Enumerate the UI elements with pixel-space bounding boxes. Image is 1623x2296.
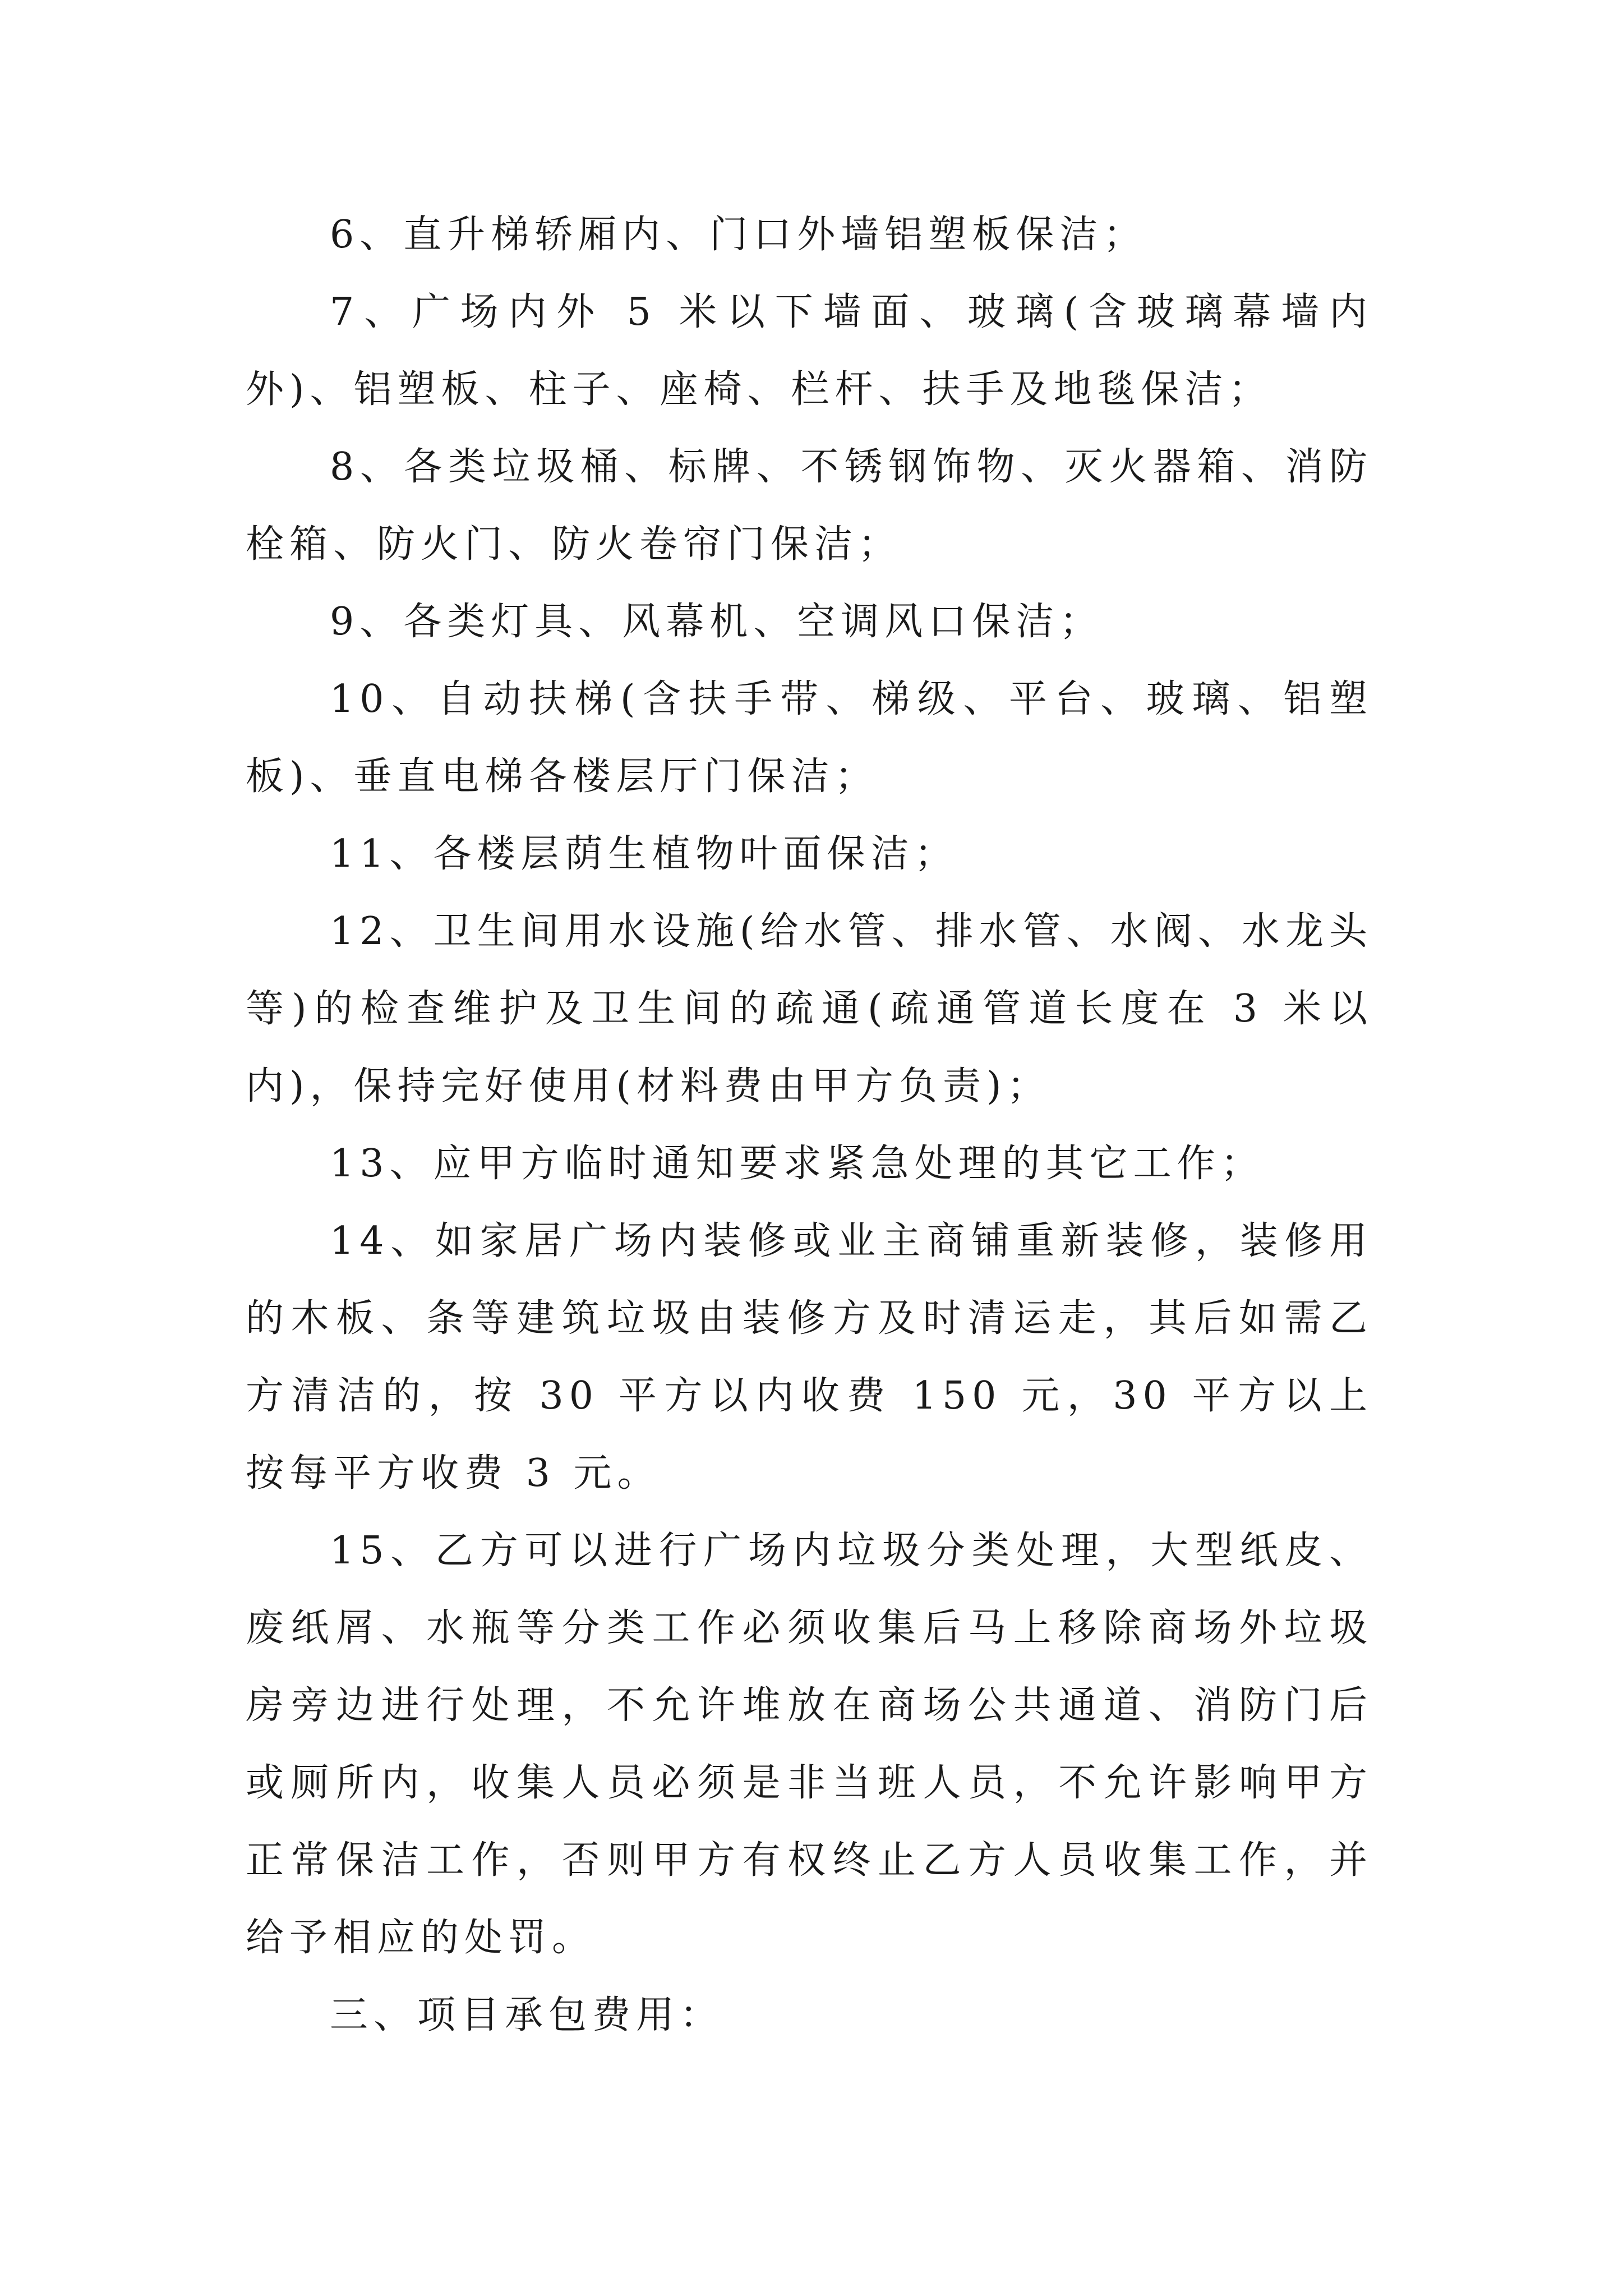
paragraph-item-14: 14、如家居广场内装修或业主商铺重新装修，装修用的木板、条等建筑垃圾由装修方及时清运走，其后如需乙方清洁的，按 30 平方以内收费 150 元，30 平方以上按每平方收费 3 元。: [246, 1219, 1373, 1496]
paragraph-item-9: 9、各类灯具、风幕机、空调风口保洁；: [330, 600, 1104, 644]
paragraph-item-11: 11、各楼层荫生植物叶面保洁；: [330, 832, 958, 876]
paragraph-item-13: 13、应甲方临时通知要求紧急处理的其它工作；: [330, 1142, 1265, 1186]
document-body: [246, 196, 1373, 2054]
paragraph-item-7: 7、广场内外 5 米以下墙面、玻璃(含玻璃幕墙内外)、铝塑板、柱子、座椅、栏杆、扶手及地毯保洁；: [246, 290, 1373, 412]
section-heading: 三、项目承包费用：: [330, 1993, 724, 2037]
paragraph-item-12: 12、卫生间用水设施(给水管、排水管、水阀、水龙头等)的检查维护及卫生间的疏通(疏通管道长度在 3 米以内)，保持完好使用(材料费由甲方负责)；: [246, 909, 1373, 1108]
paragraph-item-8: 8、各类垃圾桶、标牌、不锈钢饰物、灭火器箱、消防栓箱、防火门、防火卷帘门保洁；: [246, 445, 1373, 567]
paragraph-item-10: 10、自动扶梯(含扶手带、梯级、平台、玻璃、铝塑板)、垂直电梯各楼层厅门保洁；: [246, 677, 1373, 799]
paragraph-item-6: 6、直升梯轿厢内、门口外墙铝塑板保洁；: [330, 213, 1147, 257]
paragraph-item-15: 15、乙方可以进行广场内垃圾分类处理，大型纸皮、废纸屑、水瓶等分类工作必须收集后马上移除商场外垃圾房旁边进行处理，不允许堆放在商场公共通道、消防门后或厕所内，收集人员必须是非当班人员，不允许影响甲方正常保洁工作，否则甲方有权终止乙方人员收集工作，并给予相应的处罚。: [246, 1529, 1373, 1960]
